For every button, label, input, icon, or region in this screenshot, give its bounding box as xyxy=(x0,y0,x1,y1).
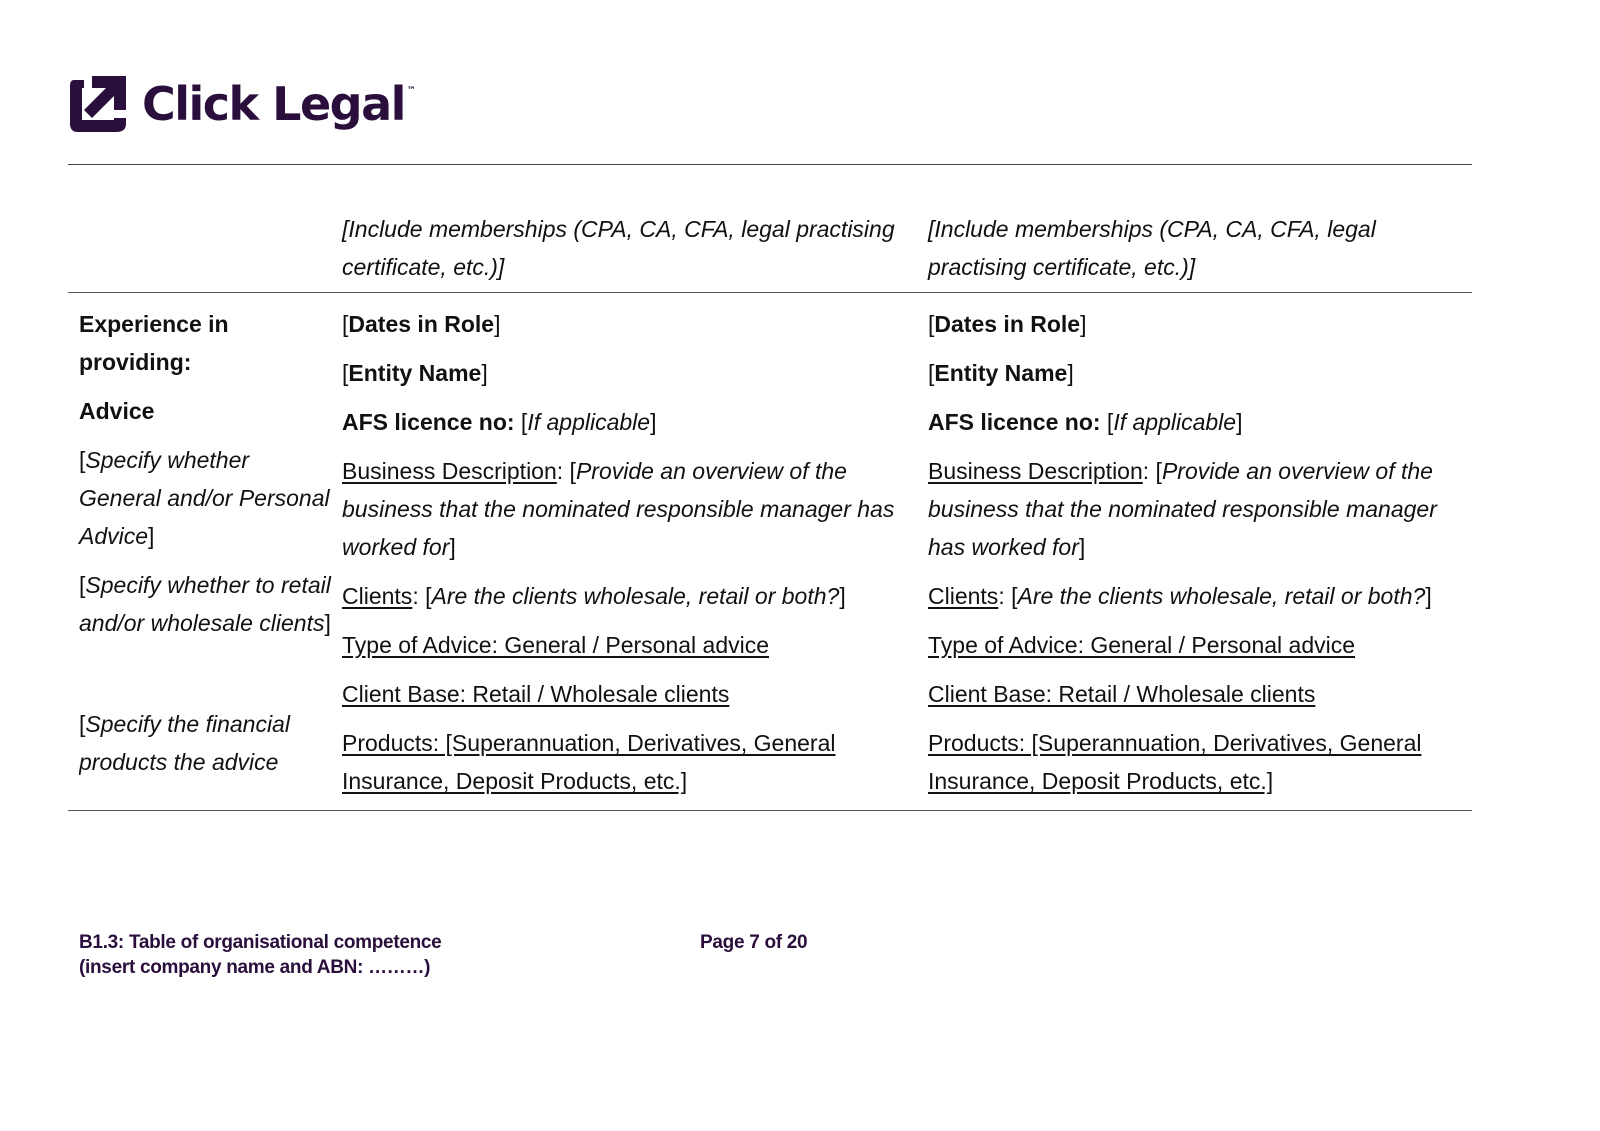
bracket: ] xyxy=(494,311,501,337)
field-label: Dates in Role xyxy=(934,311,1081,337)
field-label: Entity Name xyxy=(348,360,482,386)
note-text: Specify whether to retail and/or wholesale clients xyxy=(79,572,331,636)
separator: : [ xyxy=(998,583,1018,609)
note-text: Specify whether General and/or Personal Advice xyxy=(79,447,330,549)
afs-licence xyxy=(342,403,917,441)
header-divider xyxy=(68,164,1472,165)
field-label: Clients xyxy=(928,583,999,609)
arrow-up-right-box-icon xyxy=(70,76,126,132)
page-current: 7 xyxy=(749,932,760,953)
clients xyxy=(928,577,1472,615)
entity-name xyxy=(928,354,1472,392)
field-value: If applicable xyxy=(1113,409,1237,435)
bracket: ] xyxy=(650,409,657,435)
products: Products: [Superannuation, Derivatives, General Insurance, Deposit Products, etc.] xyxy=(928,730,1422,794)
memberships-note: [Include memberships (CPA, CA, CFA, legal practising certificate, etc.)] xyxy=(331,210,917,293)
field-value: Are the clients wholesale, retail or both? xyxy=(431,583,840,609)
footer-section-title: B1.3: Table of organisational competence xyxy=(79,932,442,953)
bracket: ] xyxy=(1080,311,1087,337)
field-value: Are the clients wholesale, retail or both? xyxy=(1017,583,1426,609)
table-cell-empty xyxy=(68,210,331,293)
business-description xyxy=(928,452,1472,566)
advice-type-note xyxy=(79,441,331,555)
field-label: Business Description xyxy=(928,458,1143,484)
experience-heading: Experience in providing: xyxy=(79,311,229,375)
spacer xyxy=(79,653,331,705)
bracket: ] xyxy=(1067,360,1074,386)
page-total: 20 xyxy=(786,932,808,953)
business-description xyxy=(342,452,917,566)
field-value: Provide an overview of the business that the nominated responsible manager has worked for xyxy=(928,458,1437,560)
bracket: [ xyxy=(1100,409,1114,435)
field-value: If applicable xyxy=(527,409,651,435)
note-text: Specify the financial products the advice xyxy=(79,711,290,775)
separator: : [ xyxy=(412,583,432,609)
bracket: ] xyxy=(481,360,488,386)
footer-section-info xyxy=(79,930,441,980)
bracket: ] xyxy=(1425,583,1432,609)
bracket: [ xyxy=(79,572,86,598)
field-label: Clients xyxy=(342,583,413,609)
products-note xyxy=(79,705,331,779)
table-row xyxy=(68,293,1472,811)
entity-name xyxy=(342,354,917,392)
type-of-advice: Type of Advice: General / Personal advice xyxy=(342,632,770,658)
client-base: Client Base: Retail / Wholesale clients xyxy=(342,681,730,707)
experience-column-1 xyxy=(331,293,917,811)
field-label: AFS licence no: xyxy=(342,409,515,435)
field-label: Dates in Role xyxy=(348,311,495,337)
bracket: [ xyxy=(342,311,349,337)
bracket: ] xyxy=(1078,534,1086,560)
brand-logo xyxy=(70,76,416,132)
field-label: Entity Name xyxy=(934,360,1068,386)
field-label: AFS licence no: xyxy=(928,409,1101,435)
bracket: [ xyxy=(79,447,86,473)
clients xyxy=(342,577,917,615)
page-prefix: Page xyxy=(700,932,750,953)
field-value: Provide an overview of the business that the nominated responsible manager has worked for xyxy=(342,458,895,560)
client-base: Client Base: Retail / Wholesale clients xyxy=(928,681,1316,707)
bracket: [ xyxy=(342,360,349,386)
trademark-symbol: ™ xyxy=(406,86,416,96)
bracket: ] xyxy=(839,583,846,609)
table-row xyxy=(68,210,1472,293)
competence-table xyxy=(68,210,1472,811)
experience-column-2 xyxy=(917,293,1472,811)
dates-in-role xyxy=(342,305,917,343)
bracket: ] xyxy=(324,610,331,636)
type-of-advice: Type of Advice: General / Personal advice xyxy=(928,632,1356,658)
separator: : [ xyxy=(1142,458,1162,484)
client-type-note xyxy=(79,566,331,642)
page-number xyxy=(700,930,807,955)
bracket: [ xyxy=(514,409,528,435)
memberships-note: [Include memberships (CPA, CA, CFA, legal practising certificate, etc.)] xyxy=(917,210,1472,293)
bracket: [ xyxy=(928,360,935,386)
experience-label-cell xyxy=(68,293,331,811)
products: Products: [Superannuation, Derivatives, General Insurance, Deposit Products, etc.] xyxy=(342,730,836,794)
advice-subheading: Advice xyxy=(79,398,155,424)
bracket: [ xyxy=(79,711,86,737)
separator: : [ xyxy=(556,458,576,484)
field-label: Business Description xyxy=(342,458,557,484)
bracket: [ xyxy=(928,311,935,337)
footer-company-line: (insert company name and ABN: ………) xyxy=(79,957,431,978)
bracket: ] xyxy=(449,534,456,560)
brand-name: Click Legal xyxy=(142,77,405,131)
page-separator: of xyxy=(759,932,787,953)
bracket: ] xyxy=(1236,409,1243,435)
dates-in-role xyxy=(928,305,1472,343)
bracket: ] xyxy=(148,523,155,549)
afs-licence xyxy=(928,403,1472,441)
